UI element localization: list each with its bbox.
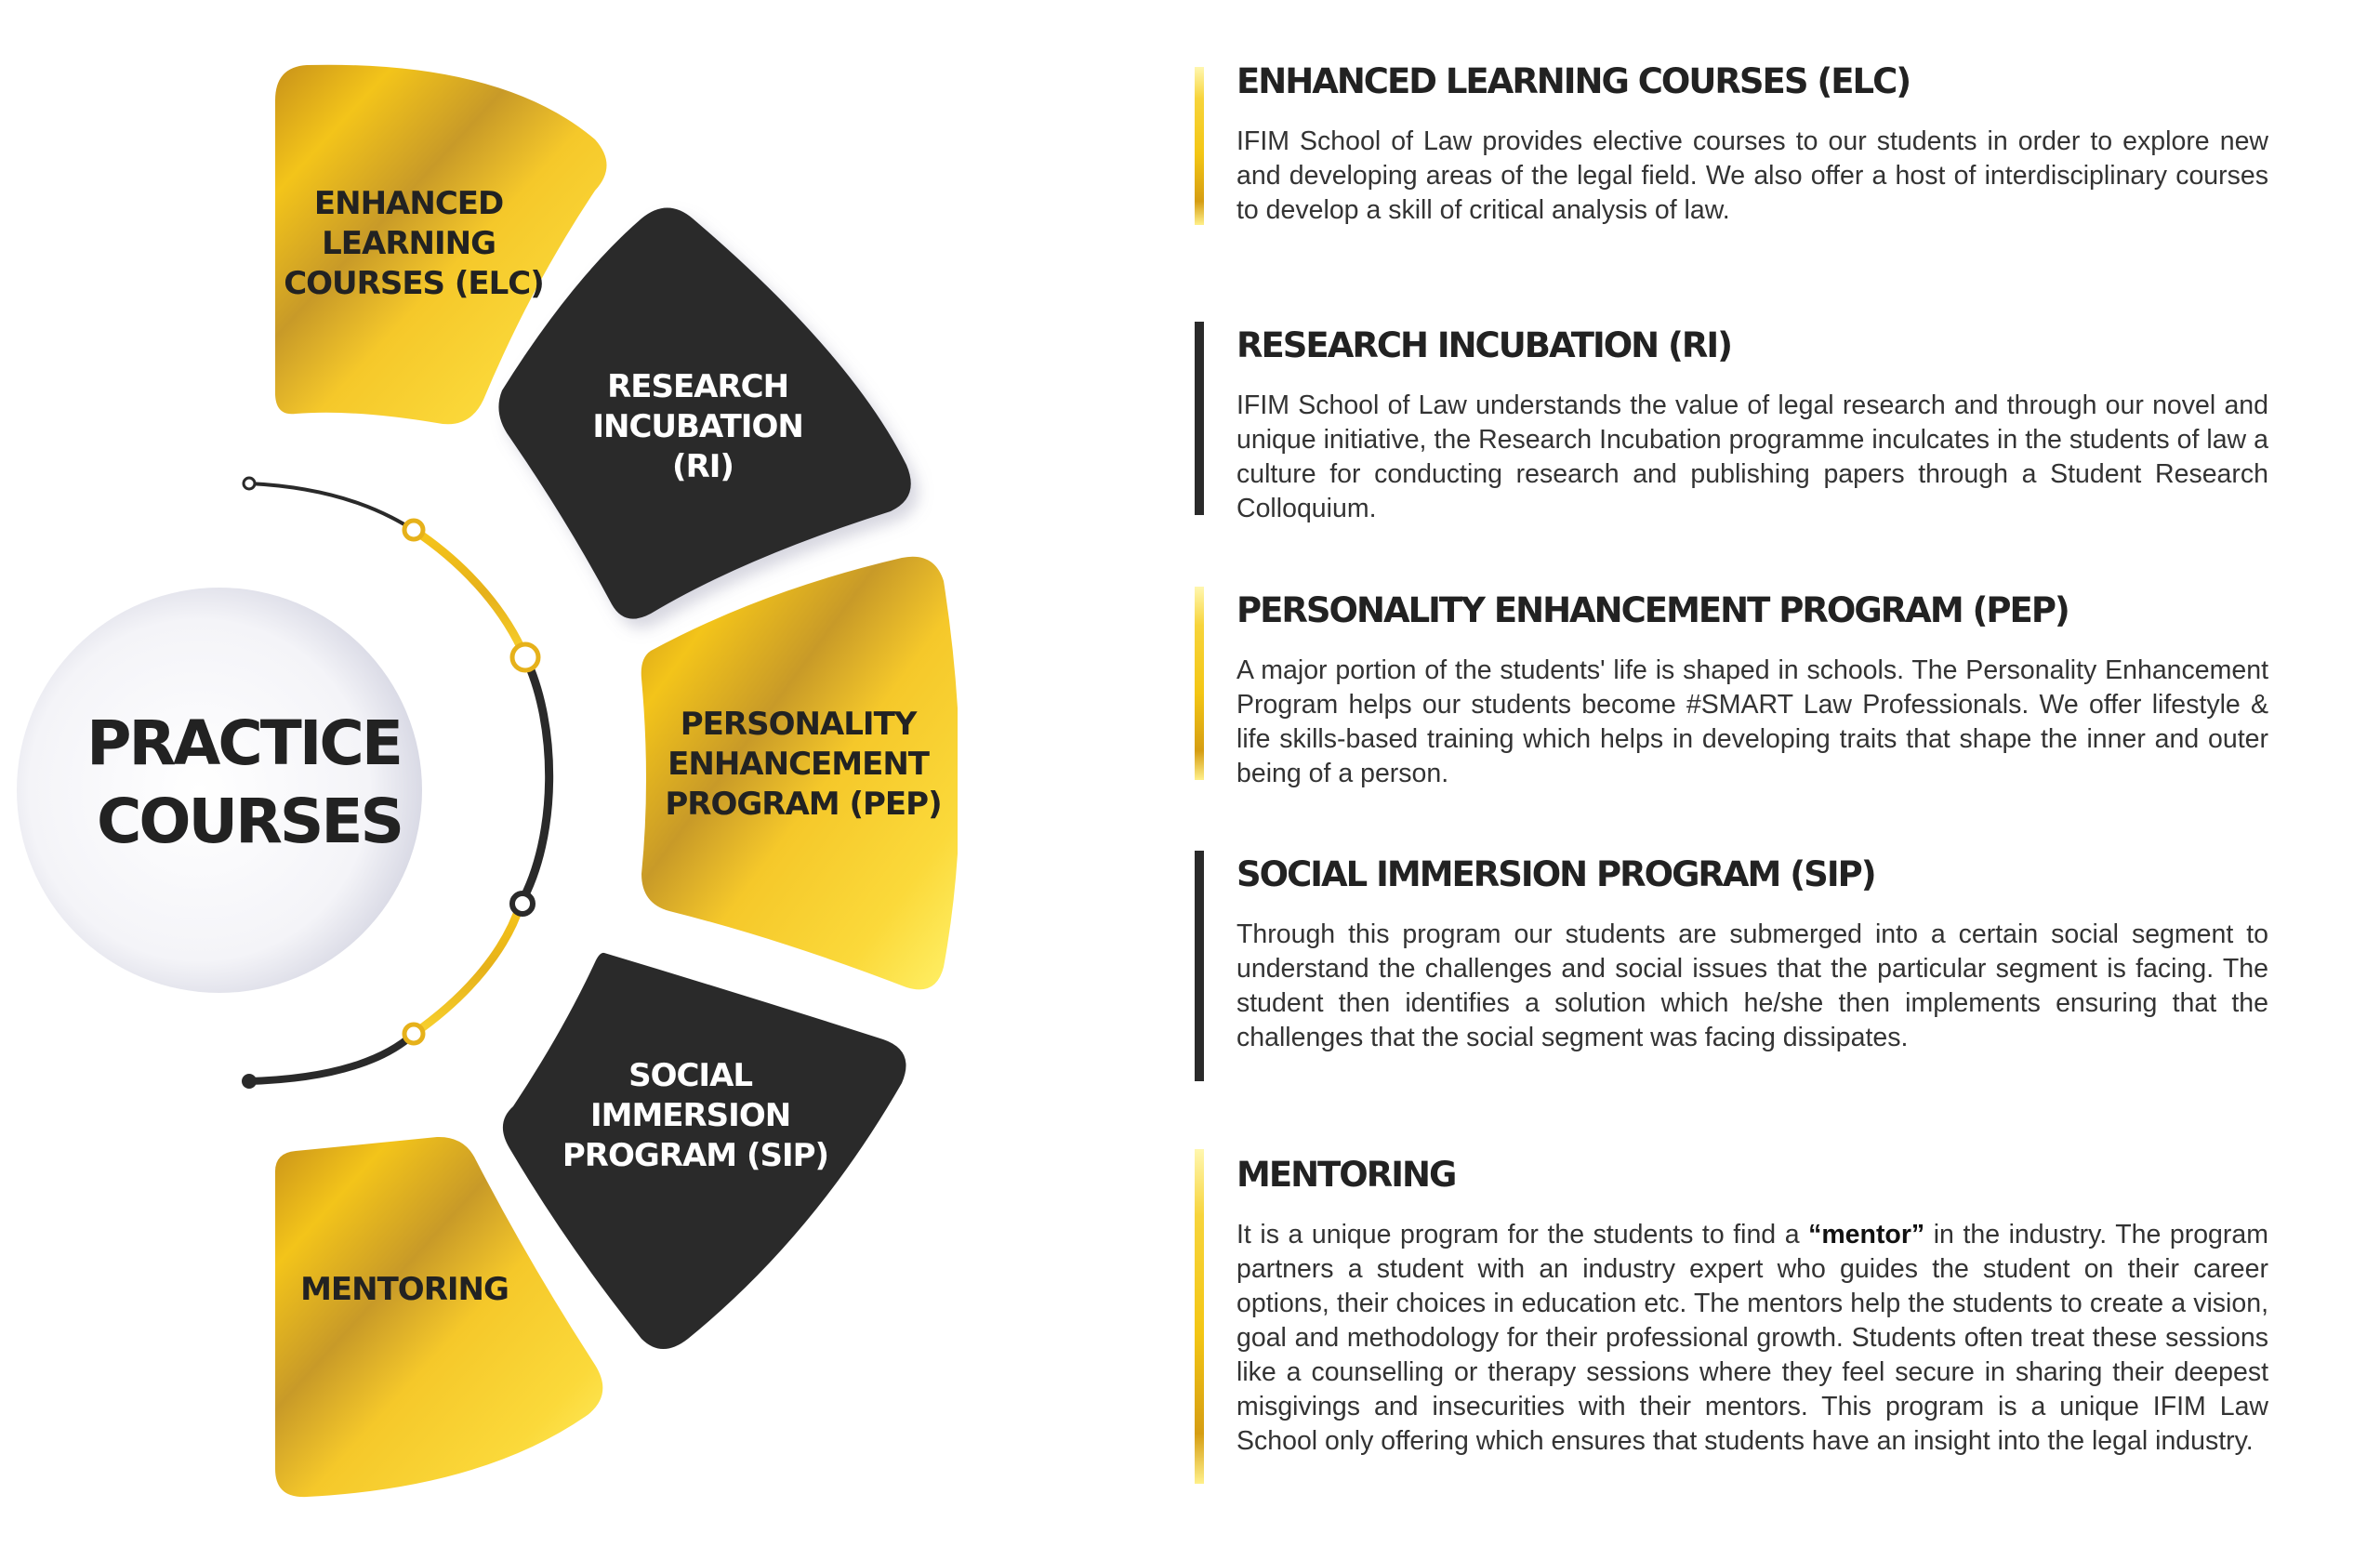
section-title: ENHANCED LEARNING COURSES (ELC)	[1236, 61, 1911, 101]
segment-label-line: COURSES (ELC)	[284, 265, 544, 302]
section-text: IFIM School of Law understands the value of legal research and through our novel and unique initiative, the Research Incubation programme inculcates in the students of law a culture for conducting research and publishing papers through a Student Research Colloquium.	[1236, 390, 2268, 523]
connector-dot	[404, 521, 423, 539]
section-text	[1236, 1218, 2268, 1459]
connector-dot	[512, 893, 533, 914]
section-accent-bar	[1195, 851, 1204, 1081]
section-text: IFIM School of Law provides elective courses to our students in order to explore new and developing areas of the legal field. We also offer a host of interdisciplinary courses to develop a skill of critical analysis of law.	[1236, 126, 2268, 225]
segment-label-line: ENHANCEMENT	[668, 746, 929, 783]
section-accent-bar	[1195, 67, 1204, 225]
connector-dot	[244, 478, 255, 489]
segment-label-line: PROGRAM (SIP)	[562, 1137, 829, 1174]
connector-dot	[512, 644, 538, 670]
section-accent-bar	[1195, 587, 1204, 780]
segment-label-line: PERSONALITY	[680, 706, 917, 743]
segment-label-line: LEARNING	[322, 225, 496, 262]
section-text: Through this program our students are submerged into a certain social segment to understand the challenges and social issues that the particular segment is facing. The student then identifies a solution which he/she then implements ensuring that the challenges that the social segment was facing dissipates.	[1236, 919, 2268, 1052]
segment-label-line: SOCIAL	[628, 1057, 753, 1094]
segment-label-line: INCUBATION	[592, 408, 803, 445]
mentor-emphasis: “mentor”	[1808, 1220, 1925, 1250]
section-mentoring	[1195, 1155, 2268, 1481]
connector-arc-top	[249, 483, 414, 530]
segment-label-line: ENHANCED	[313, 185, 504, 222]
connector-dot	[404, 1025, 423, 1043]
section-title: SOCIAL IMMERSION PROGRAM (SIP)	[1236, 854, 1875, 894]
section-title: PERSONALITY ENHANCEMENT PROGRAM (PEP)	[1236, 590, 2069, 630]
section-title: RESEARCH INCUBATION (RI)	[1236, 325, 1732, 365]
segment-label-line: (RI)	[672, 448, 734, 485]
segment-label-line: PROGRAM (PEP)	[665, 786, 942, 823]
section-accent-bar	[1195, 1149, 1204, 1484]
section-title: MENTORING	[1236, 1155, 1456, 1195]
connector-arc-gold-top	[414, 530, 525, 657]
segment-pep-label	[665, 706, 941, 823]
section-ri	[1195, 325, 2268, 523]
connector-arc-bottom	[249, 1034, 414, 1081]
connector-arc-middle	[521, 657, 549, 904]
segment-mentoring-label: MENTORING	[300, 1271, 509, 1308]
connector-arc-gold-bottom	[414, 904, 521, 1034]
center-title-line1: PRACTICE	[86, 707, 401, 779]
section-text-part: in the industry. The program partners a student with an industry expert who guides the student on their career options, their choices in education etc. The mentors help the students to create a vision, goal and methodology for their professional growth. Students often treat these sessions like a counselling or therapy sessions where they feel secure in sharing their deepest misgivings and insecurities with their mentors. This program is a unique IFIM Law School only offering which ensures that students have an insight into the legal industry.	[1236, 1220, 2268, 1456]
center-title-line2: COURSES	[96, 786, 403, 857]
segment-label-line: RESEARCH	[607, 368, 789, 405]
section-accent-bar	[1195, 322, 1204, 515]
connector-dot	[242, 1074, 257, 1089]
section-pep	[1195, 590, 2268, 788]
segment-elc-label	[284, 185, 544, 302]
section-text: A major portion of the students' life is shaped in schools. The Personality Enhancement Program helps our students become #SMART Law Professionals. We offer lifestyle & life skills-based training which helps in developing traits that shape the inner and outer being of a person.	[1236, 655, 2268, 788]
section-text-part: It is a unique program for the students to find a	[1236, 1220, 1809, 1250]
segment-label-line: IMMERSION	[589, 1097, 791, 1134]
practice-courses-diagram	[0, 0, 958, 1547]
section-elc	[1195, 61, 2268, 225]
section-sip	[1195, 854, 2268, 1078]
